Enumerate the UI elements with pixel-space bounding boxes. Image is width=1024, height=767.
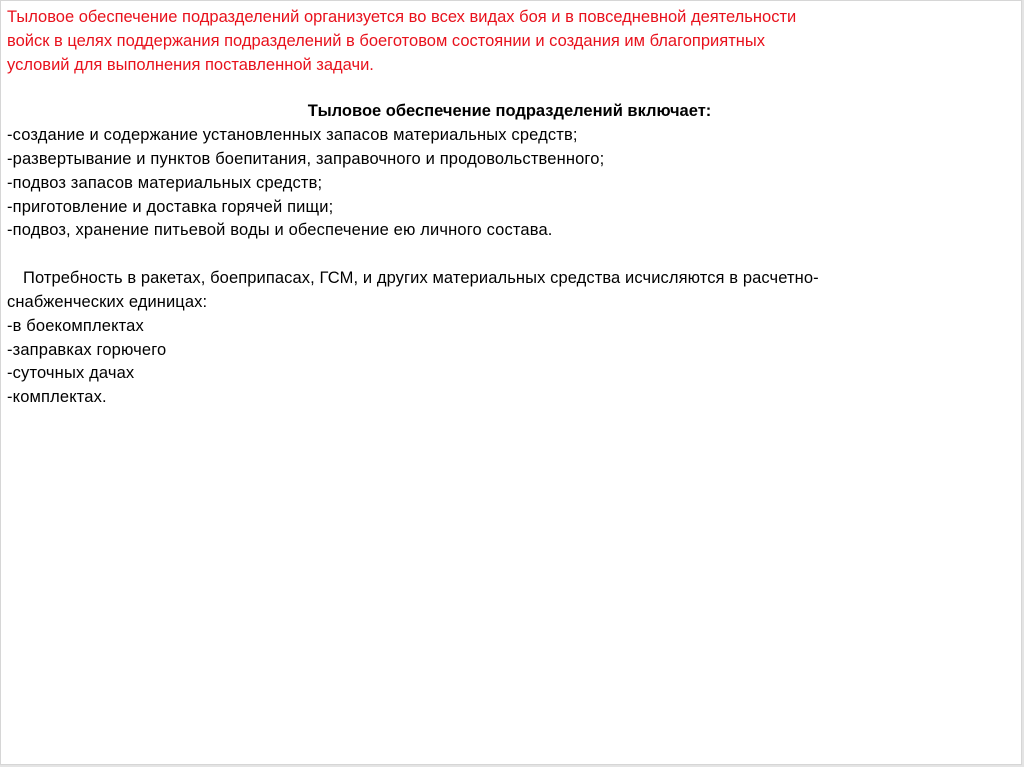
needs-line: снабженческих единицах: <box>7 292 208 311</box>
intro-line: Тыловое обеспечение подразделений организуется во всех видах боя и в повседневной деятельности <box>7 8 797 26</box>
intro-line: условий для выполнения поставленной задачи. <box>7 55 374 74</box>
intro-line: войск в целях поддержания подразделений в боеготовом состоянии и создания им благоприятных <box>7 31 765 50</box>
units-item: -в боекомплектах <box>7 316 144 335</box>
needs-line: Потребность в ракетах, боеприпасах, ГСМ, и других материальных средства исчисляются в расчетно- <box>23 269 819 288</box>
needs-paragraph <box>7 267 1007 315</box>
includes-item: -подвоз запасов материальных средств; <box>7 173 323 192</box>
includes-item: -создание и содержание установленных запасов материальных средств; <box>7 126 578 145</box>
units-item: -комплектах. <box>7 388 107 407</box>
includes-list <box>7 124 1007 243</box>
includes-item: -приготовление и доставка горячей пищи; <box>7 197 334 216</box>
slide-content <box>7 6 1007 410</box>
intro-paragraph <box>7 6 1007 77</box>
includes-item: -подвоз, хранение питьевой воды и обеспечение ею личного состава. <box>7 221 553 240</box>
section-heading: Тыловое обеспечение подразделений включает: <box>307 102 712 121</box>
units-item: -заправках горючего <box>7 340 167 359</box>
units-list <box>7 315 1007 410</box>
units-item: -суточных дачах <box>7 364 135 383</box>
includes-item: -развертывание и пунктов боепитания, заправочного и продовольственного; <box>7 149 605 168</box>
